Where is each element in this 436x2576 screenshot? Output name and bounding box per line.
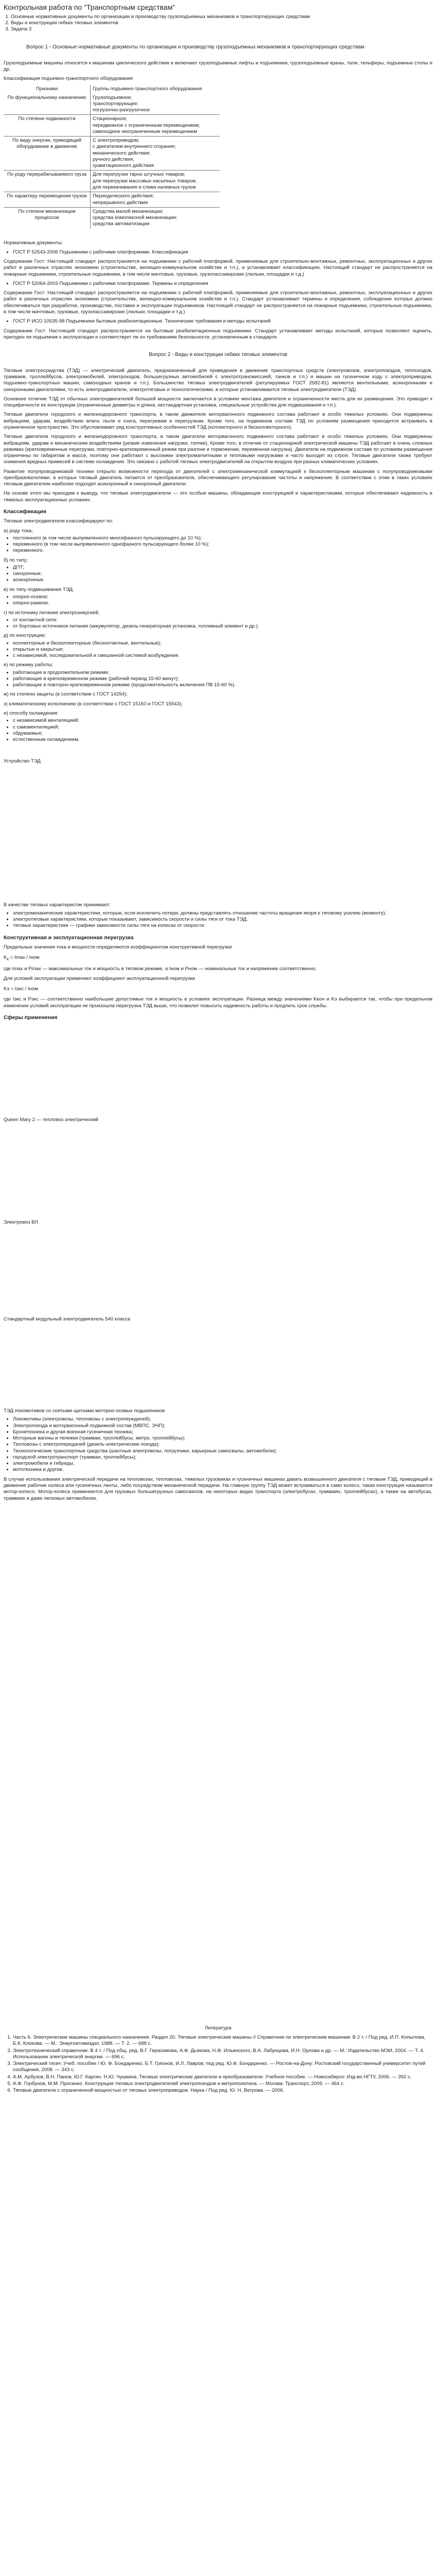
overload-heading: Конструктивная и эксплуатационная перегрузка <box>4 934 134 941</box>
ted-paragraph-5: Развитие полупроводниковой техники открыло возможности перехода от двигателей с электромеханической коммутацией к бесколлекторным машинам с полупроводниковыми преобразователями, в которых тяговый двигатель питается от преобразователя, обеспечивающего регулирование частоты и напряжения. В соответствии с этим в таких условиях тяговым двигателем наиболее подходят асинхронный и синхронный двигатели. <box>4 468 432 487</box>
tad-item: • электромобили и гибриды; <box>13 1461 432 1467</box>
task-list <box>4 14 432 33</box>
classification-group-item: для перегрузки массовых насыпных товаров; <box>93 178 197 184</box>
classification-groups <box>4 528 432 743</box>
ted-paragraph-3: Тяговые двигатели городского и железнодорожного транспорта, в таком движителе моторвагонного подвижного состава работают в особо тяжелых условиях. Они подвержены вибрациям, ударам, воздействию влаги, пыли и снега, перегревам и перегрузкам. Кроме того, на подвижном составе ТЭД по условиям размещения приходится встраивать в ограниченное пространство. Это обусловливает ряд конструктивных особенностей ТЭД (коллекторного и бесколлекторного). <box>4 412 432 430</box>
class-group-item: • с независимой, последовательной и смешанной системой возбуждения. <box>13 653 432 659</box>
class-group-item: • с независимой вентиляцией; <box>13 718 432 724</box>
class-group-item: • естественным охлаждением. <box>13 737 432 743</box>
class-group-item: • опорно-осевое; <box>13 594 432 600</box>
example-image-2-placeholder <box>4 1127 432 1219</box>
class-group-item: • синхронные; <box>13 571 432 577</box>
norm-list-3 <box>4 318 432 325</box>
class-group-item: • работающие в кратковременном режиме (рабочий период 15-60 минут); <box>13 676 432 682</box>
norm-item: • ГОСТ Р 52543-2006 Подъемники с рабочими платформами. Классификация <box>13 249 432 256</box>
charact-item: • электромеханические характеристики, которые, если исключить потери, должны представлять отношение частоты вращения якоря к тяговому усилию (моменту); <box>13 910 432 917</box>
tad-item: • Электропоезда и моторвагонный подвижной состав (МВПС, ЭЧП); <box>13 1423 432 1429</box>
class-group-list <box>4 670 432 689</box>
class-group-label: д) по конструкции; <box>4 633 46 639</box>
classification-group-item: средства комплексной механизации; <box>93 215 178 221</box>
example-image-1-placeholder <box>4 1024 432 1117</box>
classification-group-item: с двигателем внутреннего сгорания; <box>93 144 176 150</box>
classification-group-item: Для перегрузки тарно штучных товаров; <box>93 172 185 178</box>
class-group-item: • от контактной сети; <box>13 617 432 623</box>
tad-item: • Бронетехника и другая военная гусеничная техника; <box>13 1429 432 1435</box>
class-group-label: б) по типу; <box>4 557 28 563</box>
literature-list <box>4 2035 432 2094</box>
class-group-item: • переменного. <box>13 548 432 554</box>
class-group-item: • с самовентиляцией; <box>13 724 432 731</box>
ted-paragraph-2: Основное отличие ТЭД от обычных электродвигателей большей мощности заключается в условиях монтажа двигателя и ограниченности места для их размещения. Это приводит к специфичности их конструкции (ограниченные диаметры и длина, нестандартная установка, специальные устройства для подвешивания и т.п.). <box>4 396 432 409</box>
classification-row <box>4 85 220 93</box>
example-image-4-placeholder <box>4 1326 432 1408</box>
literature-item: 4. А.М. Арбузов, В.Н. Панов, Ю.Г. Каргин. Н.Ю. Чушкина. Тяговые электрические двигатели и преобразователи: Учебное пособие. — Новосибирск: Изд-во НГТУ, 2006. — 392 с. <box>13 2074 432 2080</box>
norm-item: • ГОСТ Р ИСО 10535-98 Подъемники бытовые реабилитационные. Технические требования и методы испытаний <box>13 318 432 325</box>
class-group-label: ж) по степени защиты (в соответствии с ГОСТ 14254); <box>4 691 128 698</box>
formula-explanation: где Imax и Pmax — максимальные ток и мощность в тяговом режиме, а Iном и Pном — номинальные ток и напряжение соответственно. <box>4 966 317 972</box>
classification-group-item: механического действия; <box>93 150 151 156</box>
classification-feature: По степени подвижности <box>4 115 91 137</box>
question-1-heading: Вопрос 1 - Основные нормативные документы по организации и производству грузоподъемных механизмов и транспортирующих средствам <box>26 44 364 50</box>
class-group-list <box>4 718 432 743</box>
class-group-list <box>4 594 432 607</box>
literature-item: 1. Часть 6. Электрические машины специального назначения. Раздел 20. Тяговые электрические машины // Справочник по электрическим машинам: В 2 т. / Под ред. И.П. Копылова, Б.К. Клокова. — М.: Энергоатомиздат, 1988. — Т. 2. — 688 с. <box>13 2035 432 2047</box>
class-group-list <box>4 565 432 584</box>
classification-group-item: Средства малой механизации; <box>93 208 164 214</box>
class-group-label: з) климатическому исполнению (в соответствии с ГОСТ 15150 и ГОСТ 15543); <box>4 701 183 707</box>
classification-group-item: для перекачивания и слива наливных грузов <box>93 184 196 191</box>
classification-groups-cell <box>91 94 220 115</box>
norm-paragraph-3: Содержание Гост: Настоящий стандарт распространяется на бытовые реабилитационные подъемники. Стандарт устанавливает методы испытаний, которые позволяют оценить, пригоден ли подъемник к эксплуатации и соответствует ли он требованиям безопасности, установленным в стандарте. <box>4 328 432 340</box>
classification-group-item: непрерывного действия <box>93 199 148 206</box>
class-group-list <box>4 535 432 554</box>
tad-intro: ТЭД локомотивов со снятыми щитками моторно-осевых подшипников <box>4 1408 165 1414</box>
classification-row <box>4 137 220 171</box>
class-group-label: г) по источнику питания электроэнергией; <box>4 609 100 616</box>
class-group-item: • работающие в повторно-кратковременном режиме (продолжительность включения ПВ 15-60 %). <box>13 682 432 688</box>
ted-paragraph-1: Тяговые электросредства (ТЭД) — электрический двигатель, предназначенный для приведения в движение транспортных средств (электровозов, электропоездов, теплоходов, трамваев, троллейбусов, электромобилей, электроходов, большегрузных автомобилей с электротрансмиссией, танков и т.п.) и машин на гусеничном ходу с электроприводом, подъемно-транспортных машин, самоходных кранов и т.п.). Большинство тяговых электродвигателей (регулируемых ГОСТ 2582-81) являются вентильными, асинхронными и синхронными двигателями, то есть электродвигатели, электротяговые и технологическими, в которые устанавливаются тяговые электродвигатели (ТЭД). <box>4 367 432 393</box>
classification-feature: По функциональному назначению <box>4 94 91 115</box>
class-group-item: • постоянного (в том числе выпрямленного многофазного пульсирующего до 10 %); <box>13 535 432 541</box>
norm-list-2 <box>4 281 432 287</box>
charact-intro: В качестве тяговых характеристик принимают: <box>4 902 111 908</box>
class-group-label: а) роду тока; <box>4 528 33 534</box>
task-item: 3. Задача 3 <box>11 26 432 32</box>
class-group-list <box>4 617 432 630</box>
classification-feature: Признаки <box>4 85 91 93</box>
literature-item: 6. Тяговые двигатели с ограниченной мощностью от тяговых электроприводов. Наука / Под ред. Ю. Н. Ветрова. — 2006. <box>13 2088 432 2094</box>
classification-groups-cell <box>91 137 220 171</box>
class-group-item: • ДПТ; <box>13 565 432 571</box>
examples-heading: Сферы применения <box>4 1014 58 1021</box>
classification-feature: По виду энергии, приводящей оборудование в движение <box>4 137 91 171</box>
tad-item: • городской электротранспорт (трамваи, троллейбусы); <box>13 1454 432 1461</box>
class-group-item: • работающие в продолжительном режиме; <box>13 670 432 676</box>
classification-group-item: ручного действия; <box>93 156 134 162</box>
class-group-item: • переменного (в том числе выпрямленного однофазного пульсирующего более 10 %); <box>13 541 432 548</box>
classification-row <box>4 192 220 208</box>
tad-list <box>4 1416 432 1473</box>
charact-item: • тяговые характеристики — графики зависимости силы тяги на колесах от скорости. <box>13 923 432 929</box>
classification-groups-cell <box>91 192 220 208</box>
classification-groups-cell <box>91 207 220 228</box>
class-group-item: • опорно-рамное. <box>13 600 432 606</box>
literature-item: 3. Электрический тягач: Учеб. пособие / Ю. Ф. Бондаренко, Б.Т. Грязнов, И.Л. Лавров; под ред. Ю.Ф. Бондаренко. — Ростов-на-Дону: Ростовский государственный университет путей сообщения, 2008. — 343 с. <box>13 2061 432 2074</box>
operation-paragraph: Для условий эксплуатации применяют коэффициент эксплуатационной перегрузки <box>4 975 195 981</box>
class-group-label: в) по типу подвешивания ТЭД; <box>4 586 74 592</box>
classification-group-item: погрузочно-разгрузочное <box>93 107 150 113</box>
classification-group-item: С электроприводом; <box>93 138 139 144</box>
overload-paragraph: Предельные значения тока и мощности определяются коэффициентом конструктивной перегрузки <box>4 944 232 951</box>
classification-group-item: средства автоматизации <box>93 221 150 227</box>
norm-paragraph-1: Содержание Гост: Настоящий стандарт распространяется на подъемники с рабочей платформой, применяемые для строительно-монтажных, ремонтных, эксплуатационных и других работ в различных отраслях экономики (строительстве, жилищно-коммунальном хозяйстве и т.п.), и устанавливает классификацию. Настоящий стандарт не распространяется на пожарные подъемники, строительные подъемники, в том числе мачтовые, грузовые, грузопассажирские (люльки, площадки и т.д.) <box>4 259 432 277</box>
class-group-item: • коллекторные и бесколлекторные (бесконтактные, вентильные); <box>13 640 432 647</box>
blank-space <box>4 1505 432 2010</box>
classification-feature: По степени механизации процессов <box>4 207 91 228</box>
norm-item: • ГОСТ Р 52064-2003 Подъемники с рабочими платформами. Термины и определения <box>13 281 432 287</box>
intro-paragraph: Грузоподъемные машины относятся к машинам циклического действия и включают грузоподъемные лифты и подъемники, грузоподъемные краны, тали, тельферы, подъемные столы и др. <box>4 60 432 72</box>
classification-intro: Тяговые электродвигатели классифицируют по: <box>4 518 113 524</box>
example-caption-1: Queen Mary 2 — тепловоз электрический <box>4 1117 98 1123</box>
classification-group-item: самоходное неограниченным перемещением <box>93 128 197 134</box>
literature-title: Литература <box>204 2025 232 2031</box>
classification-groups-cell <box>91 115 220 137</box>
classification-row <box>4 207 220 228</box>
classification-row <box>4 115 220 137</box>
ted-paragraph-6: На основе этого мы приходим к выводу, что тяговые электродвигатели — это особые машины, обладающие конструкцией и характеристиками, которые обеспечивают надежность в тяжелых эксплуатационных условиях. <box>4 490 432 503</box>
formula-1-sub: к <box>7 957 9 962</box>
formula-1 <box>4 955 432 962</box>
example-caption-2: Электровоз ВЛ <box>4 1219 38 1225</box>
class-group-list <box>4 640 432 659</box>
operation-paragraph-2: где Iэкс и Pэкс — соответственно наибольшие допустимые ток и мощность в условиях эксплуатации. Разница между значениями Kкон и Kэ выбирается так, чтобы при предельном изменении условий эксплуатации не произошла перегрузка ТЭД выше, что позволит повысить надежность работы и продлить срок службы. <box>4 996 432 1009</box>
classification-row <box>4 94 220 115</box>
norm-docs-title: Нормативные документы: <box>4 240 63 246</box>
formula-1-text: K <box>4 955 7 961</box>
classification-title: Классификация подъемно-транспортного оборудования <box>4 76 133 82</box>
question-2-heading: Вопрос 2 - Виды и конструкции гибких тяговых элементов <box>149 352 287 358</box>
tad-item: • мототехника и другие. <box>13 1467 432 1473</box>
formula-2: Kэ = Iэкс / Iном <box>4 986 38 992</box>
charact-item: • электротяговые характеристики, которые показывают, зависимость скорости и силы тяги от тока ТЭД; <box>13 917 432 923</box>
class-group-item: • от бортовых источников питания (аккумулятор, дизель-генераторная установка, топливный элемент и др.). <box>13 623 432 630</box>
class-group-item: • открытые и закрытые; <box>13 647 432 653</box>
final-paragraph: В случае использования электрической передачи на тепловозах, тепловозах, тяжелых грузовиках и гусеничных машинах давать возвышенного двигателя с тяговым ТЭД, приводящий в движение рабочие колеса или гусеничных ленты, либо посредством механической передачи. На главную группу ТЭД может встраиваться в само колесо, такая конструкция называется мотор-колесо. Мотор-колеса применяются для грузовых большегрузных самосвалов, на некоторых видах транспорта (электробусах, трамваях, троллейбусах), а также на автобусах, трамваях и даже легковых автомобилях. <box>4 1476 432 1501</box>
task-item: 2. Виды и конструкции гибких тяговых элементов <box>11 20 432 26</box>
norm-paragraph-2: Содержание Гост: Настоящий стандарт распространяется на подъемники с рабочей платформой, применяемые для строительно-монтажных, ремонтных, эксплуатационных и других работ в различных отраслях экономики (строительстве, жилищно-коммунальном хозяйстве и т.п.). Стандарт устанавливает термины и определения, соблюдение которых должно обеспечиваться при разработке, производстве, поставке и эксплуатации подъемников. Настоящий стандарт не распространяется на пожарные подъемники, строительные подъемники, в том числе мачтовые, грузовые, грузопассажирские (люльки, площадки и т.д.) <box>4 290 432 315</box>
classification-row <box>4 171 220 192</box>
tad-item: • Локомотивы (электровозы, тепловозы с электропередачей); <box>13 1416 432 1422</box>
ted-paragraph-4: Тяговые двигатели городского и железнодорожного транспорта, в таком двигатели моторвагонного подвижного состава работают в особо тяжелых условиях. Они подвержены вибрациям, ударам и механическим воздействиям (резкие изменения нагрузки, толчки). Кроме того, в отличие от стационарной электрической машины ТЭД работает в очень сложных режимах (кратковременные перегрузки, повторно-кратковременный режим при разгоне и торможении, переменная нагрузка). Двигатели на подвижном составе по условиям размещения ограничены по габаритам и массе, поэтому они работают с высокими электромагнитными и тепловыми нагрузками и часто выходят из строя. Тяговые двигатели также требуют снижения вредных примесей в системе охлаждения. Это связано с работой тяговых электродвигателей на открытом воздухе при разных климатических условиях. <box>4 434 432 465</box>
classification-feature: По характеру перемещения грузов <box>4 192 91 208</box>
classification-group-item: Группы подъемно-транспортного оборудования <box>93 86 202 92</box>
classification-group-item: Периодического действия; <box>93 193 154 199</box>
example-caption-3: Стандартный модульный электродвигатель 540 класса <box>4 1316 130 1322</box>
classification-heading: Классификация <box>4 508 46 515</box>
formula-1-tail: max / Iном <box>15 955 40 961</box>
class-group-label: е) по режиму работы; <box>4 662 54 668</box>
literature-item: 2. Электротехнический справочник: В 4 т. / Под общ. ред. В.Г. Герасимова, А.Ф. Дьякова, Н.Ф. Ильинского, В.А. Лабунцова, И.Н. Орлова и др. — М.: Издательство МЭИ, 2004. — Т. 4. Использование электрической энергии. — 696 с. <box>13 2048 432 2061</box>
classification-group-item: передвижное с ограниченным перемещением; <box>93 122 200 128</box>
tad-item: • Тепловозы с электропередачей (дизель-электрические поезда); <box>13 1442 432 1448</box>
classification-groups-cell <box>91 171 220 192</box>
class-group-item: • асинхронные. <box>13 577 432 583</box>
classification-group-item: Стационарное; <box>93 116 128 122</box>
device-image-placeholder <box>4 768 432 902</box>
norm-list-1 <box>4 249 432 256</box>
example-image-3-placeholder <box>4 1229 432 1316</box>
classification-group-item: гравитационного действия <box>93 163 154 169</box>
class-group-label: и) способу охлаждения: <box>4 710 59 716</box>
device-title: Устройство ТЭД <box>4 758 41 765</box>
tad-item: • Технологические транспортные средства (шахтные электровозы, погрузчики, карьерные самосвалы, автомобили); <box>13 1448 432 1454</box>
classification-group-item: транспортирующее; <box>93 100 138 107</box>
document-title: Контрольная работа по "Транспортным средствам" <box>4 3 176 11</box>
classification-table <box>4 85 220 228</box>
classification-groups-cell <box>91 85 220 93</box>
classification-feature: По роду перерабатываемого груза <box>4 171 91 192</box>
class-group-item: • обдуваемые; <box>13 731 432 737</box>
classification-group-item: Грузоподъемное; <box>93 94 132 100</box>
charact-list <box>4 910 432 929</box>
literature-item: 5. А.Ф. Горбунов, М.М. Просинко. Конструкция тяговых электродвигателей электропоездов и метрополитена. — Москва: Транспорт, 2009. — 464 с. <box>13 2081 432 2087</box>
tad-item: • Моторные вагоны и тележки (трамваи, троллейбусы, метро, троллейбусы); <box>13 1435 432 1442</box>
formula-1-eq: = I <box>8 955 16 961</box>
task-item: 1. Основные нормативные документы по организации и производству грузоподъемных механизмов и транспортирующих средствам <box>11 14 432 20</box>
